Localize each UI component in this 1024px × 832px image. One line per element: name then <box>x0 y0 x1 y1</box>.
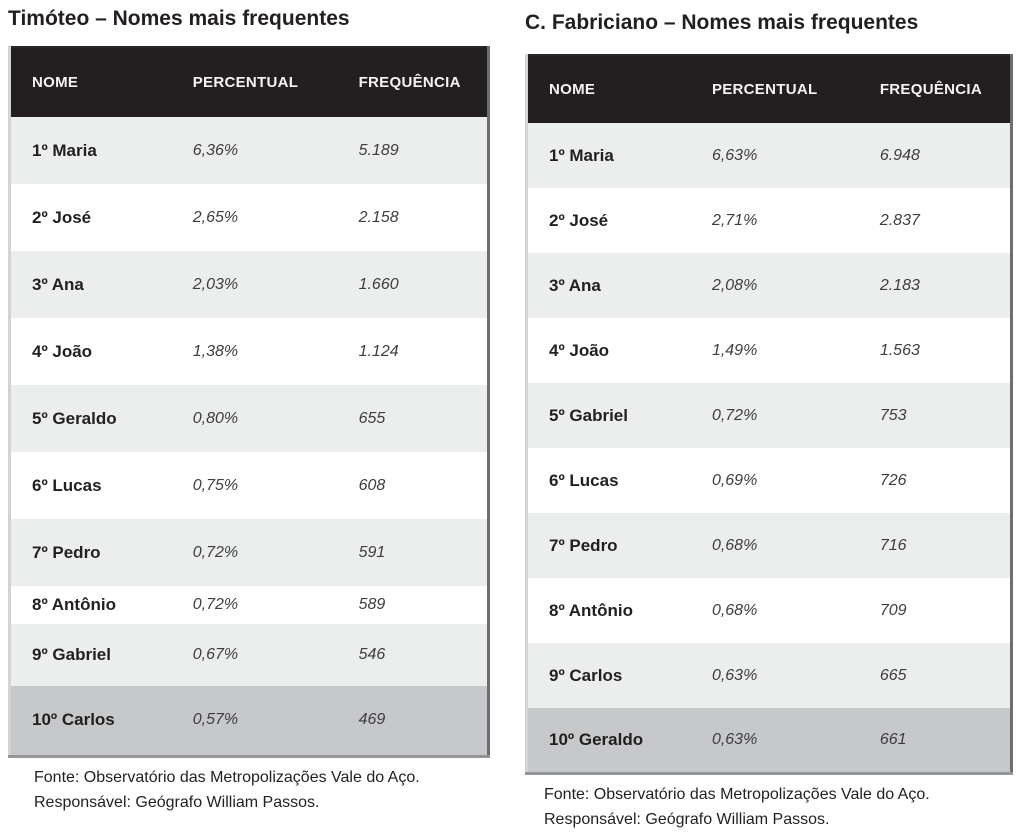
table-row <box>527 383 1012 448</box>
cell-name: 6º Lucas <box>549 470 619 490</box>
cell-percentual: 0,63% <box>711 730 758 748</box>
cell-name: 2º José <box>32 207 92 227</box>
cell-percentual: 0,68% <box>711 536 758 554</box>
fabriciano-table-source-note <box>544 782 1013 832</box>
cell-frequencia: 608 <box>358 476 386 494</box>
cell-name: 1º Maria <box>32 140 97 160</box>
cell-frequencia: 655 <box>358 409 386 427</box>
fabriciano-table-title: C. Fabriciano – Nomes mais frequentes <box>525 11 919 34</box>
cell-percentual: 2,03% <box>192 275 239 293</box>
table-row <box>527 253 1012 318</box>
cell-frequencia: 716 <box>879 536 907 554</box>
cell-percentual: 0,57% <box>192 711 239 729</box>
cell-frequencia: 661 <box>879 730 907 748</box>
cell-name: 10º Carlos <box>32 710 115 730</box>
cell-percentual: 2,71% <box>711 211 758 229</box>
cell-frequencia: 1.660 <box>358 275 399 293</box>
cell-name: 4º João <box>32 341 93 361</box>
table-row <box>527 188 1012 253</box>
timoteo-names-frequency-table <box>8 46 490 758</box>
column-header-percentual: PERCENTUAL <box>706 55 871 123</box>
timoteo-table-panel <box>8 5 490 815</box>
cell-percentual: 1,38% <box>192 342 239 360</box>
table-row <box>527 123 1012 188</box>
table-header <box>10 47 489 117</box>
table-row <box>10 452 489 519</box>
cell-name: 7º Pedro <box>32 542 101 562</box>
timoteo-table-title: Timóteo – Nomes mais frequentes <box>8 7 350 30</box>
table-row <box>527 708 1012 773</box>
responsible-line: Responsável: Geógrafo William Passos. <box>34 793 320 811</box>
cell-name: 1º Maria <box>549 145 614 165</box>
cell-percentual: 0,72% <box>711 406 758 424</box>
cell-name: 5º Gabriel <box>549 405 628 425</box>
cell-frequencia: 5.189 <box>358 141 399 159</box>
column-header-nome: NOME <box>527 55 706 123</box>
cell-frequencia: 753 <box>879 406 907 424</box>
table-row <box>527 513 1012 578</box>
cell-percentual: 0,67% <box>192 646 239 663</box>
table-header <box>527 55 1012 123</box>
cell-name: 7º Pedro <box>549 535 618 555</box>
source-line: Fonte: Observatório das Metropolizações Vale do Aço. <box>544 785 930 803</box>
table-row <box>10 624 489 686</box>
table-row <box>10 117 489 184</box>
cell-frequencia: 2.158 <box>358 208 399 226</box>
cell-percentual: 0,80% <box>192 409 239 427</box>
cell-name: 2º José <box>549 210 609 230</box>
cell-name: 6º Lucas <box>32 475 102 495</box>
table-body <box>10 117 489 756</box>
cell-name: 4º João <box>549 340 610 360</box>
header-row <box>527 55 1012 123</box>
table-row <box>527 318 1012 383</box>
cell-frequencia: 2.837 <box>879 211 920 229</box>
cell-frequencia: 591 <box>358 543 386 561</box>
table-row <box>527 448 1012 513</box>
cell-frequencia: 6.948 <box>879 146 920 164</box>
cell-name: 8º Antônio <box>549 600 633 620</box>
cell-frequencia: 709 <box>879 601 907 619</box>
cell-frequencia: 2.183 <box>879 276 920 294</box>
table-row <box>10 519 489 586</box>
cell-percentual: 1,49% <box>711 341 758 359</box>
cell-percentual: 2,65% <box>192 208 239 226</box>
table-row <box>527 643 1012 708</box>
cell-frequencia: 589 <box>358 596 386 613</box>
table-body <box>527 123 1012 773</box>
source-line: Fonte: Observatório das Metropolizações Vale do Aço. <box>34 768 420 786</box>
cell-name: 8º Antônio <box>32 595 116 614</box>
fabriciano-names-frequency-table <box>525 54 1013 775</box>
header-row <box>10 47 489 117</box>
column-header-percentual: PERCENTUAL <box>187 47 350 117</box>
cell-percentual: 0,72% <box>192 543 239 561</box>
timoteo-table-source-note <box>34 765 490 815</box>
cell-name: 9º Gabriel <box>32 645 111 664</box>
fabriciano-table-panel <box>525 9 1013 832</box>
cell-frequencia: 665 <box>879 666 907 684</box>
cell-percentual: 0,75% <box>192 476 239 494</box>
cell-frequencia: 1.124 <box>358 342 399 360</box>
cell-percentual: 0,69% <box>711 471 758 489</box>
table-row <box>10 385 489 452</box>
column-header-frequencia: FREQUÊNCIA <box>350 47 489 117</box>
cell-percentual: 0,68% <box>711 601 758 619</box>
cell-percentual: 6,63% <box>711 146 758 164</box>
cell-name: 3º Ana <box>32 274 84 294</box>
cell-percentual: 0,63% <box>711 666 758 684</box>
cell-frequencia: 726 <box>879 471 907 489</box>
cell-frequencia: 469 <box>358 711 386 729</box>
cell-frequencia: 546 <box>358 646 386 663</box>
table-row <box>10 686 489 756</box>
table-row <box>10 586 489 624</box>
responsible-line: Responsável: Geógrafo William Passos. <box>544 810 830 828</box>
table-row <box>10 251 489 318</box>
cell-name: 3º Ana <box>549 275 601 295</box>
cell-percentual: 2,08% <box>711 276 758 294</box>
table-row <box>527 578 1012 643</box>
cell-name: 9º Carlos <box>549 665 623 685</box>
cell-name: 5º Geraldo <box>32 408 117 428</box>
column-header-frequencia: FREQUÊNCIA <box>871 55 1012 123</box>
column-header-nome: NOME <box>10 47 187 117</box>
cell-name: 10º Geraldo <box>549 729 644 749</box>
table-row <box>10 184 489 251</box>
cell-percentual: 0,72% <box>192 596 239 613</box>
table-row <box>10 318 489 385</box>
cell-percentual: 6,36% <box>192 141 239 159</box>
cell-frequencia: 1.563 <box>879 341 920 359</box>
